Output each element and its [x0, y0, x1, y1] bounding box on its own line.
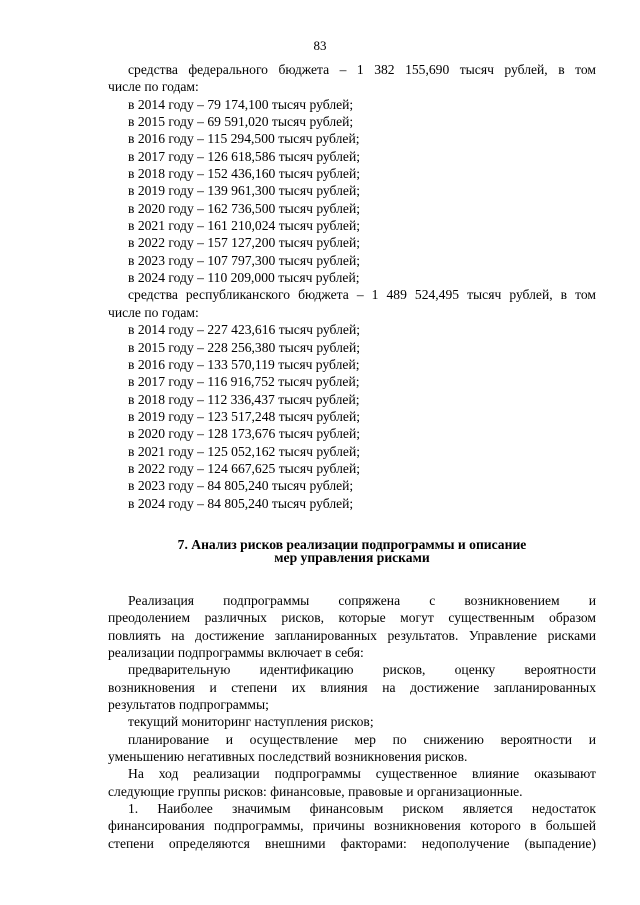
paragraph-line: возникновения и степени их влияния на достижение запланированных	[108, 679, 596, 695]
paragraph	[108, 592, 596, 852]
republic-year-line: в 2015 году – 228 256,380 тысяч рублей;	[128, 339, 360, 355]
republic-budget-intro: средства республиканского бюджета – 1 489 524,495 тысяч рублей, в том	[128, 287, 596, 303]
republic-year-line: в 2024 году – 84 805,240 тысяч рублей;	[128, 495, 354, 511]
federal-budget-intro-cont: числе по годам:	[108, 79, 199, 95]
republic-year-line: в 2016 году – 133 570,119 тысяч рублей;	[128, 356, 360, 372]
federal-budget-intro: средства федерального бюджета – 1 382 155,690 тысяч рублей, в том	[128, 62, 596, 77]
paragraph-line: преодолением различных рисков, которые могут существенным образом	[108, 610, 596, 626]
federal-year-line: в 2014 году – 79 174,100 тысяч рублей;	[128, 96, 354, 112]
republic-year-line: в 2020 году – 128 173,676 тысяч рублей;	[128, 426, 360, 442]
federal-year-line: в 2018 году – 152 436,160 тысяч рублей;	[128, 166, 360, 182]
paragraph-line: повлиять на достижение запланированных результатов. Управление рисками	[108, 627, 596, 643]
paragraph-line: предварительную идентификацию рисков, оценку вероятности	[128, 662, 596, 678]
republic-budget-intro-cont: числе по годам:	[108, 304, 199, 320]
paragraph-line: реализации подпрограммы включает в себя:	[108, 644, 364, 660]
paragraph-line: результатов подпрограммы;	[108, 697, 269, 712]
paragraph-line: текущий мониторинг наступления рисков;	[128, 714, 374, 730]
paragraph-line: уменьшению негативных последствий возникновения рисков.	[108, 749, 468, 765]
paragraph-line: 1. Наиболее значимым финансовым риском является недостаток	[128, 801, 596, 817]
federal-year-line: в 2021 году – 161 210,024 тысяч рублей;	[128, 218, 360, 234]
spacer	[118, 565, 596, 592]
paragraph-line: финансирования подпрограммы, причины возникновения которого в большей	[108, 818, 596, 834]
republic-year-line: в 2021 году – 125 052,162 тысяч рублей;	[128, 443, 360, 459]
republic-year-line: в 2018 году – 112 336,437 тысяч рублей;	[128, 391, 360, 407]
federal-year-line: в 2017 году – 126 618,586 тысяч рублей;	[128, 148, 360, 164]
paragraph-line: На ход реализации подпрограммы существенное влияние оказывают	[128, 766, 596, 782]
paragraph-line: Реализация подпрограммы сопряжена с возникновением и	[128, 592, 596, 608]
federal-year-line: в 2024 году – 110 209,000 тысяч рублей;	[128, 270, 360, 286]
federal-year-line: в 2016 году – 115 294,500 тысяч рублей;	[128, 131, 360, 147]
paragraph-line: следующие группы рисков: финансовые, правовые и организационные.	[108, 783, 523, 799]
section-heading-line: мер управления рисками	[274, 550, 430, 566]
federal-year-line: в 2022 году – 157 127,200 тысяч рублей;	[128, 235, 360, 251]
page-number: 83	[313, 38, 327, 53]
section-heading	[108, 538, 596, 565]
document-body	[108, 61, 596, 852]
republic-year-line: в 2019 году – 123 517,248 тысяч рублей;	[128, 408, 360, 424]
paragraph-line: планирование и осуществление мер по снижению вероятности и	[128, 731, 596, 747]
republic-year-line: в 2014 году – 227 423,616 тысяч рублей;	[128, 322, 360, 338]
federal-year-line: в 2019 году – 139 961,300 тысяч рублей;	[128, 183, 360, 199]
federal-year-line: в 2020 году – 162 736,500 тысяч рублей;	[128, 200, 360, 216]
republic-year-line: в 2023 году – 84 805,240 тысяч рублей;	[128, 478, 354, 494]
section-heading-line: 7. Анализ рисков реализации подпрограммы и описание	[177, 536, 527, 552]
paragraph-line: степени определяются внешними факторами: недополучение (выпадение)	[108, 835, 596, 851]
federal-year-line: в 2015 году – 69 591,020 тысяч рублей;	[128, 114, 354, 130]
republic-year-line: в 2022 году – 124 667,625 тысяч рублей;	[128, 460, 360, 476]
federal-year-line: в 2023 году – 107 797,300 тысяч рублей;	[128, 252, 360, 268]
republic-year-line: в 2017 году – 116 916,752 тысяч рублей;	[128, 374, 360, 390]
